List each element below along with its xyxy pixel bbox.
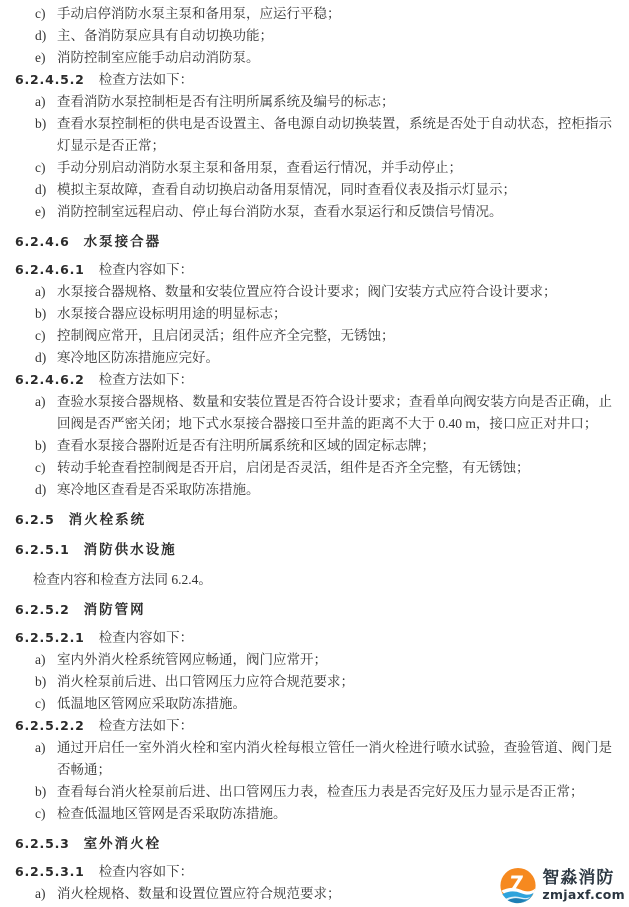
list-item-text: 寒冷地区防冻措施应完好。 xyxy=(57,350,219,365)
list-item xyxy=(15,47,612,69)
list-item-text: 消火栓规格、数量和设置位置应符合规范要求； xyxy=(57,886,341,901)
fire-water-swoosh-logo-icon xyxy=(499,867,537,905)
list-item-text: 查看消防水泵控制柜是否有注明所属系统及编号的标志； xyxy=(57,94,395,109)
list-item-text: 通过开启任一室外消火栓和室内消火栓每根立管任一消火栓进行喷水试验，查验管道、阀门是否畅通； xyxy=(57,740,612,777)
clause-text: 检查方法如下： xyxy=(98,72,194,87)
list-item-letter: b) xyxy=(35,116,47,131)
list-item-text: 手动分别启动消防水泵主泵和备用泵，查看运行情况，并手动停止； xyxy=(57,160,462,175)
list-item xyxy=(15,325,612,347)
section-number: 6.2.5.2 xyxy=(15,602,70,617)
list-item-letter: c) xyxy=(35,806,46,821)
list-item xyxy=(15,737,612,781)
clause-text: 检查内容如下： xyxy=(98,864,194,879)
list-item-text: 主、备消防泵应具有自动切换功能； xyxy=(57,28,273,43)
list-item-letter: d) xyxy=(35,182,47,197)
clause-text: 检查方法如下： xyxy=(98,372,194,387)
list-item xyxy=(15,391,612,435)
list-item xyxy=(15,457,612,479)
list-item-text: 检查低温地区管网是否采取防冻措施。 xyxy=(57,806,287,821)
paragraph: 检查内容和检查方法同 6.2.4。 xyxy=(33,572,212,587)
clause-number: 6.2.5.3.1 xyxy=(15,864,85,879)
list-item xyxy=(15,25,612,47)
list-item xyxy=(15,201,612,223)
list-item-letter: a) xyxy=(35,740,46,755)
section-heading xyxy=(15,599,612,621)
list-item-letter: b) xyxy=(35,438,47,453)
list-item-letter: d) xyxy=(35,28,47,43)
list-item-letter: c) xyxy=(35,160,46,175)
section-title: 消防管网 xyxy=(83,602,146,618)
clause-number: 6.2.4.5.2 xyxy=(15,72,85,87)
logo-text xyxy=(542,870,625,902)
section-heading xyxy=(15,833,612,855)
list-item xyxy=(15,3,612,25)
list-item-text: 消防控制室远程启动、停止每台消防水泵，查看水泵运行和反馈信号情况。 xyxy=(57,204,503,219)
section-number: 6.2.5 xyxy=(15,512,55,527)
list-item-letter: a) xyxy=(35,394,46,409)
svg-text:7: 7 xyxy=(508,871,524,896)
list-item-text: 控制阀应常开，且启闭灵活；组件应齐全完整，无锈蚀； xyxy=(57,328,395,343)
list-item xyxy=(15,303,612,325)
list-item-letter: a) xyxy=(35,284,46,299)
section-number: 6.2.4.6 xyxy=(15,234,70,249)
list-item-letter: d) xyxy=(35,482,47,497)
section-title: 消防供水设施 xyxy=(83,542,177,558)
clause-text: 检查内容如下： xyxy=(98,262,194,277)
list-item xyxy=(15,113,612,157)
list-item-text: 模拟主泵故障，查看自动切换启动备用泵情况，同时查看仪表及指示灯显示； xyxy=(57,182,516,197)
list-item-letter: b) xyxy=(35,306,47,321)
list-item xyxy=(15,781,612,803)
clause-heading xyxy=(15,715,612,737)
list-item xyxy=(15,803,612,825)
list-item-text: 转动手轮查看控制阀是否开启，启闭是否灵活，组件是否齐全完整，有无锈蚀； xyxy=(57,460,530,475)
list-item-text: 手动启停消防水泵主泵和备用泵，应运行平稳； xyxy=(57,6,341,21)
list-item-letter: a) xyxy=(35,652,46,667)
list-item xyxy=(15,435,612,457)
watermark-logo xyxy=(499,867,625,905)
clause-heading xyxy=(15,369,612,391)
list-item xyxy=(15,693,612,715)
section-number: 6.2.5.1 xyxy=(15,542,70,557)
list-item xyxy=(15,479,612,501)
section-title: 室外消火栓 xyxy=(83,836,162,852)
list-item-letter: e) xyxy=(35,50,46,65)
list-item-text: 查看每台消火栓泵前后进、出口管网压力表，检查压力表是否完好及压力显示是否正常； xyxy=(57,784,584,799)
clause-number: 6.2.5.2.1 xyxy=(15,630,85,645)
list-item-letter: c) xyxy=(35,328,46,343)
clause-number: 6.2.4.6.1 xyxy=(15,262,85,277)
clause-number: 6.2.5.2.2 xyxy=(15,718,85,733)
list-item xyxy=(15,157,612,179)
list-item-text: 室内外消火栓系统管网应畅通，阀门应常开； xyxy=(57,652,327,667)
list-item-text: 查看水泵控制柜的供电是否设置主、备电源自动切换装置，系统是否处于自动状态，控柜指示灯显示是否正常； xyxy=(57,116,612,153)
section-heading xyxy=(15,231,612,253)
list-item xyxy=(15,91,612,113)
list-item xyxy=(15,179,612,201)
list-item xyxy=(15,649,612,671)
list-item-letter: c) xyxy=(35,696,46,711)
list-item xyxy=(15,281,612,303)
list-item-letter: e) xyxy=(35,204,46,219)
list-item-text: 低温地区管网应采取防冻措施。 xyxy=(57,696,246,711)
list-item-letter: c) xyxy=(35,6,46,21)
list-item-text: 消防控制室应能手动启动消防泵。 xyxy=(57,50,260,65)
list-item-letter: a) xyxy=(35,886,46,901)
list-item xyxy=(15,347,612,369)
clause-heading xyxy=(15,259,612,281)
list-item-text: 查看水泵接合器附近是否有注明所属系统和区域的固定标志牌； xyxy=(57,438,435,453)
section-title: 水泵接合器 xyxy=(83,234,162,250)
section-heading xyxy=(15,509,612,531)
section-heading xyxy=(15,539,612,561)
list-item-letter: a) xyxy=(35,94,46,109)
logo-domain-text: zmjaxf.com xyxy=(542,887,625,903)
list-item-text: 查验水泵接合器规格、数量和安装位置是否符合设计要求；查看单向阀安装方向是否正确，止回阀是否严密关闭；地下式水泵接合器接口至井盖的距离不大于 0.40 m，接口应正对井口； xyxy=(57,394,612,431)
list-item-text: 水泵接合器规格、数量和安装位置应符合设计要求；阀门安装方式应符合设计要求； xyxy=(57,284,557,299)
clause-heading xyxy=(15,627,612,649)
clause-number: 6.2.4.6.2 xyxy=(15,372,85,387)
logo-brand-name: 智淼消防 xyxy=(542,868,615,889)
list-item-text: 水泵接合器应设标明用途的明显标志； xyxy=(57,306,287,321)
list-item-letter: d) xyxy=(35,350,47,365)
list-item-text: 消火栓泵前后进、出口管网压力应符合规范要求； xyxy=(57,674,354,689)
section-number: 6.2.5.3 xyxy=(15,836,70,851)
clause-text: 检查方法如下： xyxy=(98,718,194,733)
list-item-letter: b) xyxy=(35,784,47,799)
list-item-letter: c) xyxy=(35,460,46,475)
list-item-letter: b) xyxy=(35,674,47,689)
list-item-text: 寒冷地区查看是否采取防冻措施。 xyxy=(57,482,260,497)
section-title: 消火栓系统 xyxy=(68,512,147,528)
list-item xyxy=(15,671,612,693)
clause-heading xyxy=(15,69,612,91)
clause-text: 检查内容如下： xyxy=(98,630,194,645)
